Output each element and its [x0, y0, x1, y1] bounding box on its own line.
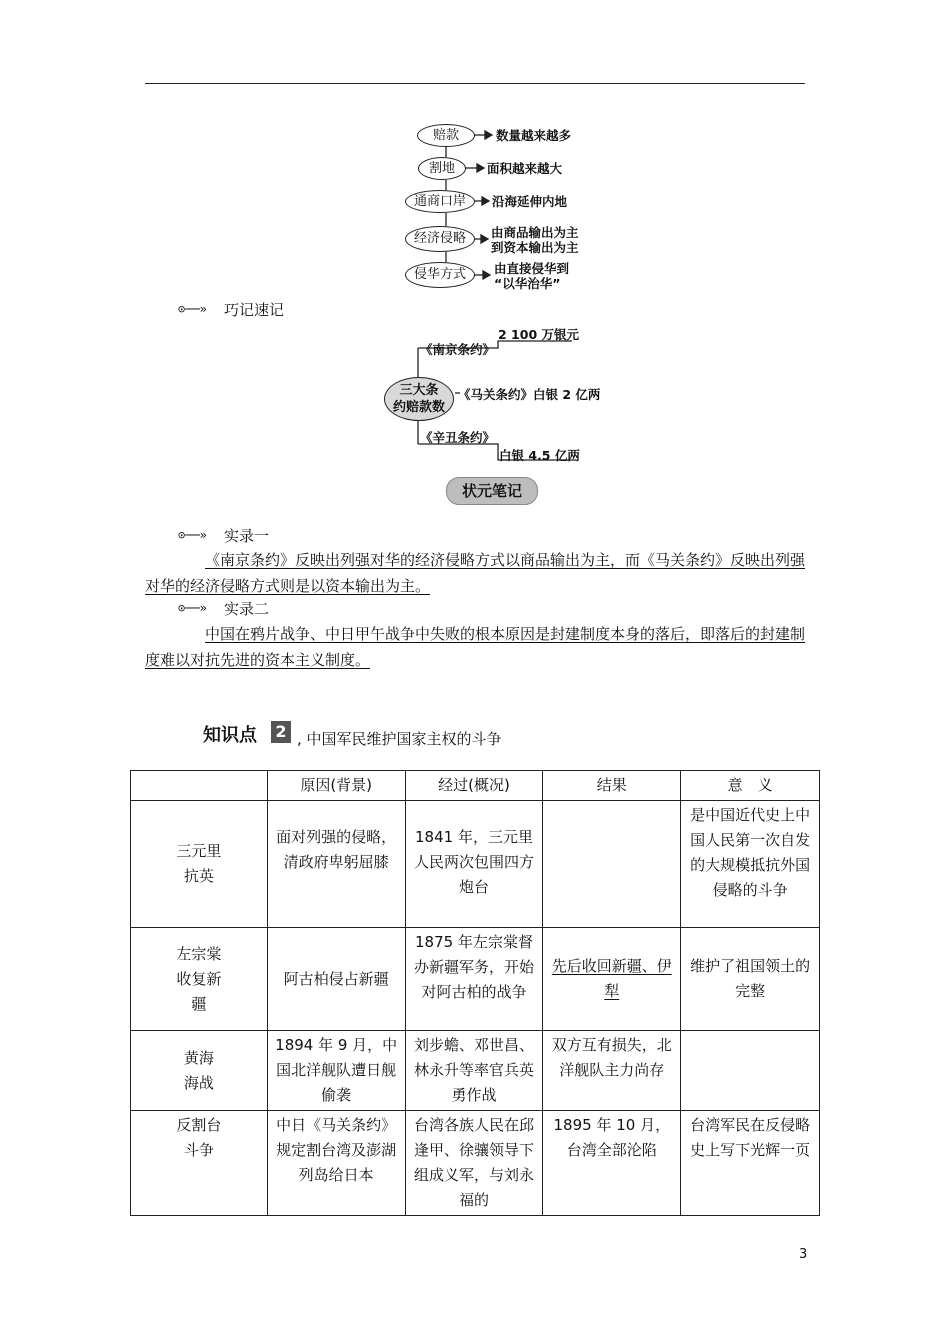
knowledge-table: [130, 770, 820, 1216]
result-economic-line2: 到资本输出为主: [491, 240, 579, 255]
process-cell: 1841 年，三元里人民两次包围四方炮台: [405, 801, 543, 928]
meaning-cell: 台湾军民在反侵略史上写下光辉一页: [681, 1111, 820, 1216]
result-invasion-mode-line1: 由直接侵华到: [494, 261, 570, 276]
note1-text: [145, 547, 807, 599]
event-cell: 反割台 斗争: [131, 1111, 268, 1216]
section-number: 2: [271, 721, 291, 743]
meaning-cell: 维护了祖国领土的完整: [681, 928, 820, 1031]
process-cell: 台湾各族人民在邱逢甲、徐骧领导下组成义军，与刘永福的: [405, 1111, 543, 1216]
cause-cell: 中日《马关条约》规定割台湾及澎湖列岛给日本: [267, 1111, 405, 1216]
indemnity-center-node: [384, 377, 454, 421]
result-cell: [543, 801, 681, 928]
event-cell: 三元里 抗英: [131, 801, 268, 928]
meaning-cell: 是中国近代史上中国人民第一次自发的大规模抵抗外国侵略的斗争: [681, 801, 820, 928]
table-row: [131, 928, 820, 1031]
meaning-cell: [681, 1031, 820, 1111]
result-cell: 双方互有损失，北洋舰队主力尚存: [543, 1031, 681, 1111]
result-underline: 先后收回新疆、伊犁: [551, 957, 672, 1000]
note2-text: [145, 621, 807, 673]
table-header-cell: [131, 771, 268, 801]
amount-nanjing: 2 100 万银元: [498, 327, 579, 342]
node-cession: 割地: [418, 157, 466, 180]
note1-label: 实录一: [224, 527, 270, 545]
result-economic: [491, 225, 579, 255]
result-invasion-mode-line2: “以华治华”: [494, 276, 561, 291]
notes-badge: 状元笔记: [446, 477, 538, 505]
page-number: 3: [799, 1247, 808, 1262]
cause-cell: 阿古柏侵占新疆: [267, 928, 405, 1031]
table-header-row: [131, 771, 820, 801]
cause-cell: 面对列强的侵略，清政府卑躬屈膝: [267, 801, 405, 928]
table-header-cell: 结果: [543, 771, 681, 801]
result-indemnity: 数量越来越多: [496, 128, 572, 143]
table-header-cell: 意 义: [681, 771, 820, 801]
note1-bullet-icon: ⊙──»: [178, 528, 207, 542]
memo-bullet-icon: ⊙──»: [178, 302, 207, 316]
result-cell: [543, 928, 681, 1031]
node-economic: 经济侵略: [405, 226, 475, 252]
note2-body: 中国在鸦片战争、中日甲午战争中失败的根本原因是封建制度本身的落后，即落后的封建制度难以对抗先进的资本主义制度。: [145, 625, 806, 669]
table-header-cell: 原因(背景): [267, 771, 405, 801]
treaty-xinchou: 《辛丑条约》: [420, 430, 496, 445]
section-title: , 中国军民维护国家主权的斗争: [297, 730, 502, 748]
indemnity-diagram: [0, 320, 950, 470]
amount-xinchou: 白银 4.5 亿两: [499, 448, 580, 463]
treaty-nanjing: 《南京条约》: [420, 342, 496, 357]
result-invasion-mode: [494, 261, 569, 291]
indemnity-center-line2: 约赔款数: [392, 400, 445, 415]
table-row: [131, 1031, 820, 1111]
table-header-cell: 经过(概况): [405, 771, 543, 801]
event-cell: 黄海 海战: [131, 1031, 268, 1111]
table-row: [131, 1111, 820, 1216]
result-trade-ports: 沿海延伸内地: [492, 194, 568, 209]
memo-label: 巧记速记: [224, 301, 285, 319]
treaty-shimonoseki: 《马关条约》白银 2 亿两: [458, 387, 601, 402]
section-heading: 知识点: [203, 725, 257, 746]
trend-diagram-lines: [0, 0, 950, 300]
note2-label: 实录二: [224, 600, 270, 618]
node-trade-ports: 通商口岸: [405, 190, 475, 213]
node-invasion-mode: 侵华方式: [405, 262, 475, 288]
process-cell: 刘步蟾、邓世昌、林永升等率官兵英勇作战: [405, 1031, 543, 1111]
cause-cell: 1894 年 9 月，中国北洋舰队遭日舰偷袭: [267, 1031, 405, 1111]
indemnity-center-line1: 三大条: [399, 383, 439, 398]
result-cession: 面积越来越大: [487, 161, 563, 176]
note2-bullet-icon: ⊙──»: [178, 601, 207, 615]
result-cell: 1895 年 10 月，台湾全部沦陷: [543, 1111, 681, 1216]
trend-diagram: [0, 0, 950, 300]
table-row: [131, 801, 820, 928]
note1-body: 《南京条约》反映出列强对华的经济侵略方式以商品输出为主，而《马关条约》反映出列强对华的经济侵略方式则是以资本输出为主。: [145, 551, 806, 595]
process-cell: 1875 年左宗棠督办新疆军务，开始对阿古柏的战争: [405, 928, 543, 1031]
result-economic-line1: 由商品输出为主: [491, 225, 579, 240]
node-indemnity: 赔款: [417, 124, 475, 147]
event-cell: 左宗棠 收复新 疆: [131, 928, 268, 1031]
